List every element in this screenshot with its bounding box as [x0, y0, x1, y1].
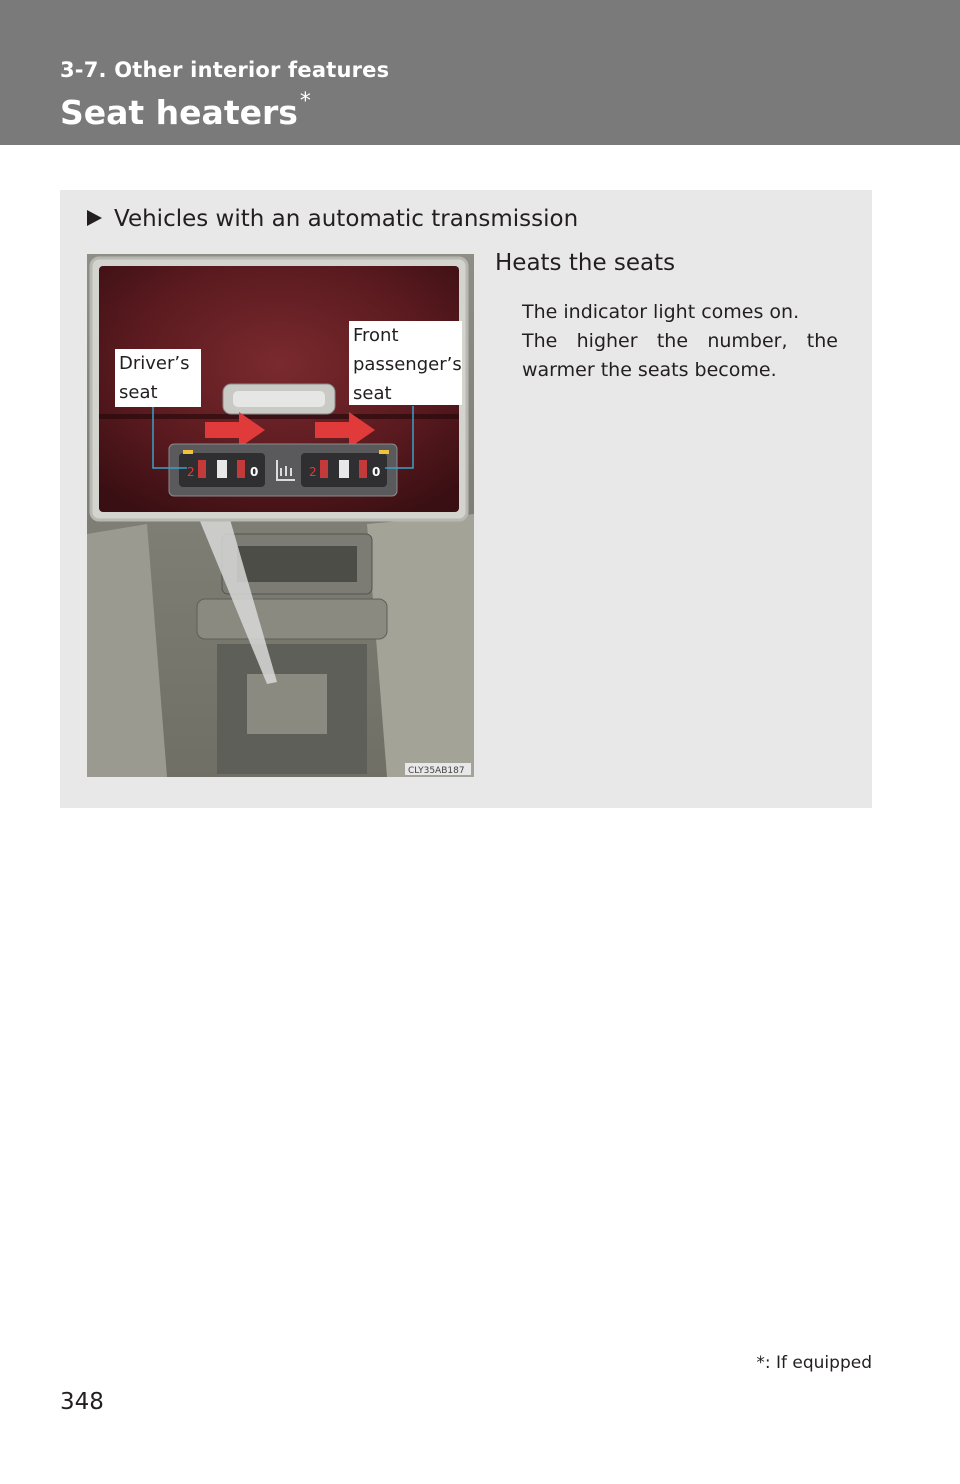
vehicle-bullet — [87, 206, 578, 232]
passenger-callout-line-3: seat — [353, 383, 392, 404]
left-dial-2-label: 2 — [187, 465, 195, 479]
description-line-3: warmer the seats become. — [522, 359, 777, 381]
page-title — [60, 89, 311, 132]
page-number: 348 — [60, 1389, 104, 1415]
footnote: *: If equipped — [756, 1353, 872, 1373]
right-dial-2-label: 2 — [309, 465, 317, 479]
page-header — [0, 0, 960, 145]
description-line-2: The higher the number, the — [522, 330, 838, 352]
passenger-seat-callout — [349, 321, 462, 405]
vehicle-bullet-text: Vehicles with an automatic transmission — [114, 206, 579, 232]
left-indicator-light — [183, 450, 193, 454]
heats-heading: Heats the seats — [495, 250, 676, 276]
driver-seat-callout — [115, 349, 201, 407]
triangle-bullet-icon — [87, 210, 102, 226]
section-title: 3-7. Other interior features — [60, 58, 390, 82]
driver-callout-line-2: seat — [119, 382, 158, 403]
left-dial-0-label: 0 — [250, 465, 259, 479]
illustration-code: CLY35AB187 — [408, 766, 465, 776]
description-line-1: The indicator light comes on. — [522, 301, 800, 323]
title-asterisk: * — [299, 89, 311, 114]
page-title-text: Seat heaters — [60, 93, 298, 132]
passenger-callout-line-1: Front — [353, 325, 399, 346]
heats-description — [522, 298, 838, 385]
driver-callout-line-1: Driver’s — [119, 353, 190, 374]
right-indicator-light — [379, 450, 389, 454]
right-dial-0-label: 0 — [372, 465, 381, 479]
passenger-callout-line-2: passenger’s — [353, 354, 462, 375]
